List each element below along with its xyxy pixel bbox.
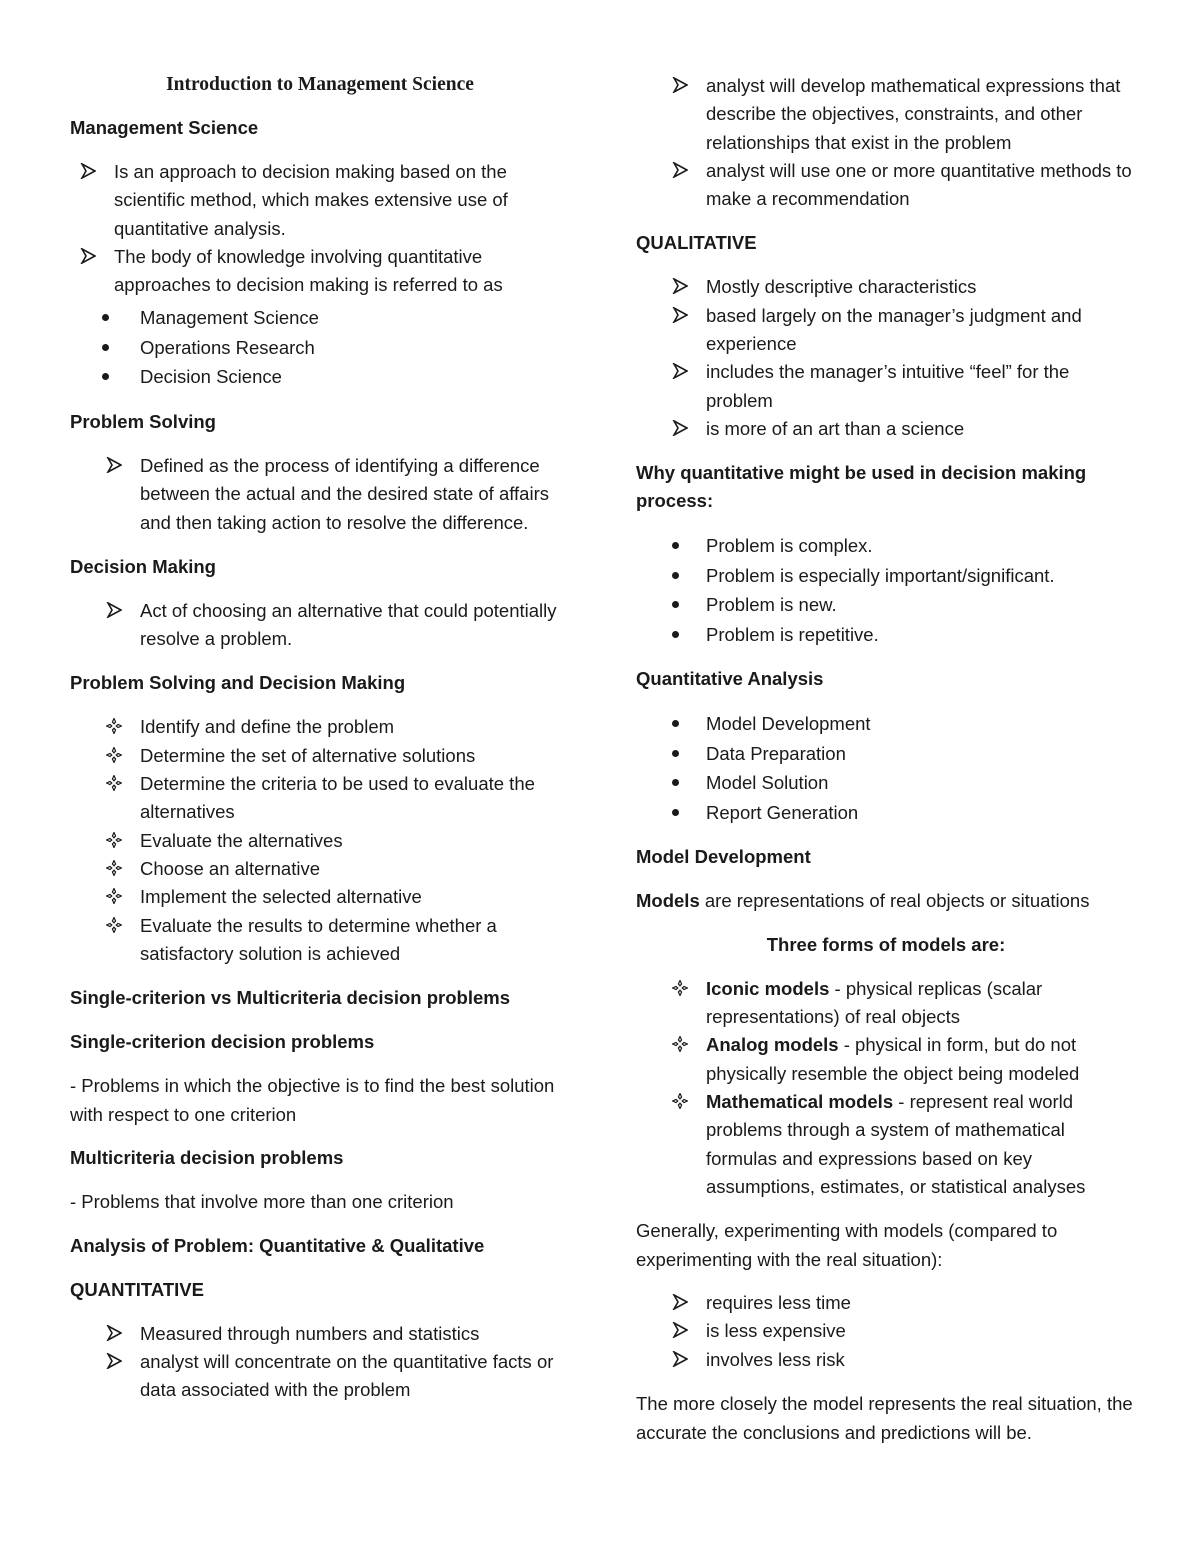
list-item: Evaluate the alternatives [70, 827, 570, 855]
heading-why-quantitative: Why quantitative might be used in decision making process: [636, 462, 1087, 512]
list-item: is more of an art than a science [636, 415, 1136, 443]
list-item: Iconic models - physical replicas (scalar representations) of real objects [636, 975, 1136, 1032]
heading-single-vs-multicriteria: Single-criterion vs Multicriteria decision problems [70, 987, 510, 1009]
list-item: Evaluate the results to determine whether a satisfactory solution is achieved [70, 912, 570, 969]
quantitative-list [70, 1320, 570, 1405]
list-item: Measured through numbers and statistics [70, 1320, 570, 1348]
heading-multicriteria: Multicriteria decision problems [70, 1147, 344, 1169]
problem-solving-list [70, 452, 570, 537]
round-bullet-icon [672, 779, 679, 786]
arrow-bullet-icon [672, 162, 688, 178]
list-item: Determine the set of alternative solutions [70, 742, 570, 770]
management-science-sublist [70, 303, 570, 392]
right-column [636, 72, 1136, 1462]
list-item: Report Generation [636, 798, 1136, 828]
arrow-bullet-icon [106, 602, 122, 618]
arrow-bullet-icon [672, 1351, 688, 1367]
round-bullet-icon [102, 314, 109, 321]
list-item: Determine the criteria to be used to evaluate the alternatives [70, 770, 570, 827]
list-item: Operations Research [70, 333, 570, 363]
diamond-bullet-icon [106, 832, 122, 848]
diamond-bullet-icon [106, 888, 122, 904]
list-item: Identify and define the problem [70, 713, 570, 741]
heading-model-development: Model Development [636, 846, 811, 868]
closing-text: The more closely the model represents the real situation, the accurate the conclusions and predictions will be. [636, 1393, 1133, 1443]
round-bullet-icon [672, 572, 679, 579]
arrow-bullet-icon [672, 363, 688, 379]
list-item: Choose an alternative [70, 855, 570, 883]
diamond-bullet-icon [106, 860, 122, 876]
list-item: involves less risk [636, 1346, 1136, 1374]
generally-list [636, 1289, 1136, 1374]
model-forms-list [636, 975, 1136, 1201]
heading-quantitative: QUANTITATIVE [70, 1278, 204, 1300]
heading-problem-solving-decision-making: Problem Solving and Decision Making [70, 672, 406, 694]
arrow-bullet-icon [80, 248, 96, 264]
management-science-list [70, 158, 570, 299]
single-criterion-text: - Problems in which the objective is to find the best solution with respect to one criterion [70, 1075, 555, 1125]
round-bullet-icon [672, 750, 679, 757]
round-bullet-icon [102, 373, 109, 380]
arrow-bullet-icon [80, 163, 96, 179]
arrow-bullet-icon [672, 278, 688, 294]
diamond-bullet-icon [106, 775, 122, 791]
diamond-bullet-icon [106, 747, 122, 763]
heading-decision-making: Decision Making [70, 555, 216, 577]
round-bullet-icon [672, 631, 679, 638]
arrow-bullet-icon [672, 307, 688, 323]
list-item: Act of choosing an alternative that could potentially resolve a problem. [70, 597, 570, 654]
list-item: Model Development [636, 709, 1136, 739]
arrow-bullet-icon [106, 1353, 122, 1369]
arrow-bullet-icon [106, 457, 122, 473]
round-bullet-icon [672, 809, 679, 816]
round-bullet-icon [672, 720, 679, 727]
list-item: Data Preparation [636, 739, 1136, 769]
list-item: includes the manager’s intuitive “feel” for the problem [636, 358, 1136, 415]
arrow-bullet-icon [106, 1325, 122, 1341]
list-item: Problem is especially important/significant. [636, 561, 1136, 591]
list-item: analyst will use one or more quantitative methods to make a recommendation [636, 157, 1136, 214]
list-item: Decision Science [70, 362, 570, 392]
heading-three-forms: Three forms of models are: [766, 933, 1006, 955]
heading-single-criterion: Single-criterion decision problems [70, 1031, 375, 1053]
list-item: Problem is repetitive. [636, 620, 1136, 650]
heading-problem-solving: Problem Solving [70, 410, 216, 432]
heading-management-science: Management Science [70, 117, 259, 138]
generally-text: Generally, experimenting with models (compared to experimenting with the real situation): [636, 1220, 1058, 1270]
list-item: Implement the selected alternative [70, 883, 570, 911]
diamond-bullet-icon [672, 1036, 688, 1052]
diamond-bullet-icon [672, 1093, 688, 1109]
round-bullet-icon [672, 542, 679, 549]
list-item: is less expensive [636, 1317, 1136, 1345]
list-item: Model Solution [636, 768, 1136, 798]
list-item: Problem is complex. [636, 531, 1136, 561]
diamond-bullet-icon [106, 917, 122, 933]
list-item: requires less time [636, 1289, 1136, 1317]
multicriteria-text: - Problems that involve more than one criterion [70, 1191, 454, 1213]
document-title: Introduction to Management Science [166, 74, 474, 95]
list-item: Problem is new. [636, 590, 1136, 620]
arrow-bullet-icon [672, 1322, 688, 1338]
quantitative-list-continued [636, 72, 1136, 213]
list-item: analyst will concentrate on the quantitative facts or data associated with the problem [70, 1348, 570, 1405]
decision-making-list [70, 597, 570, 654]
arrow-bullet-icon [672, 77, 688, 93]
arrow-bullet-icon [672, 420, 688, 436]
model-definition-text: Models are representations of real objects or situations [636, 890, 1090, 912]
list-item: Mathematical models - represent real world problems through a system of mathematical formulas and expressions based on key assumptions, estimates, or statistical analyses [636, 1088, 1136, 1201]
list-item: Is an approach to decision making based on the scientific method, which makes extensive use of quantitative analysis. [70, 158, 570, 243]
list-item: The body of knowledge involving quantitative approaches to decision making is referred to as [70, 243, 570, 300]
round-bullet-icon [672, 601, 679, 608]
qualitative-list [636, 273, 1136, 443]
list-item: based largely on the manager’s judgment and experience [636, 302, 1136, 359]
list-item: Defined as the process of identifying a difference between the actual and the desired state of affairs and then taking action to resolve the difference. [70, 452, 570, 537]
round-bullet-icon [102, 344, 109, 351]
arrow-bullet-icon [672, 1294, 688, 1310]
quantitative-analysis-list [636, 709, 1136, 827]
heading-quantitative-analysis: Quantitative Analysis [636, 668, 824, 690]
list-item: Analog models - physical in form, but do not physically resemble the object being modeled [636, 1031, 1136, 1088]
diamond-bullet-icon [106, 718, 122, 734]
heading-qualitative: QUALITATIVE [636, 232, 757, 254]
list-item: analyst will develop mathematical expressions that describe the objectives, constraints, and other relationships that exist in the problem [636, 72, 1136, 157]
diamond-bullet-icon [672, 980, 688, 996]
heading-analysis-of-problem: Analysis of Problem: Quantitative & Qualitative [70, 1234, 485, 1256]
why-quantitative-list [636, 531, 1136, 649]
list-item: Management Science [70, 303, 570, 333]
left-column [70, 70, 570, 1421]
psdm-steps-list [70, 713, 570, 968]
list-item: Mostly descriptive characteristics [636, 273, 1136, 301]
